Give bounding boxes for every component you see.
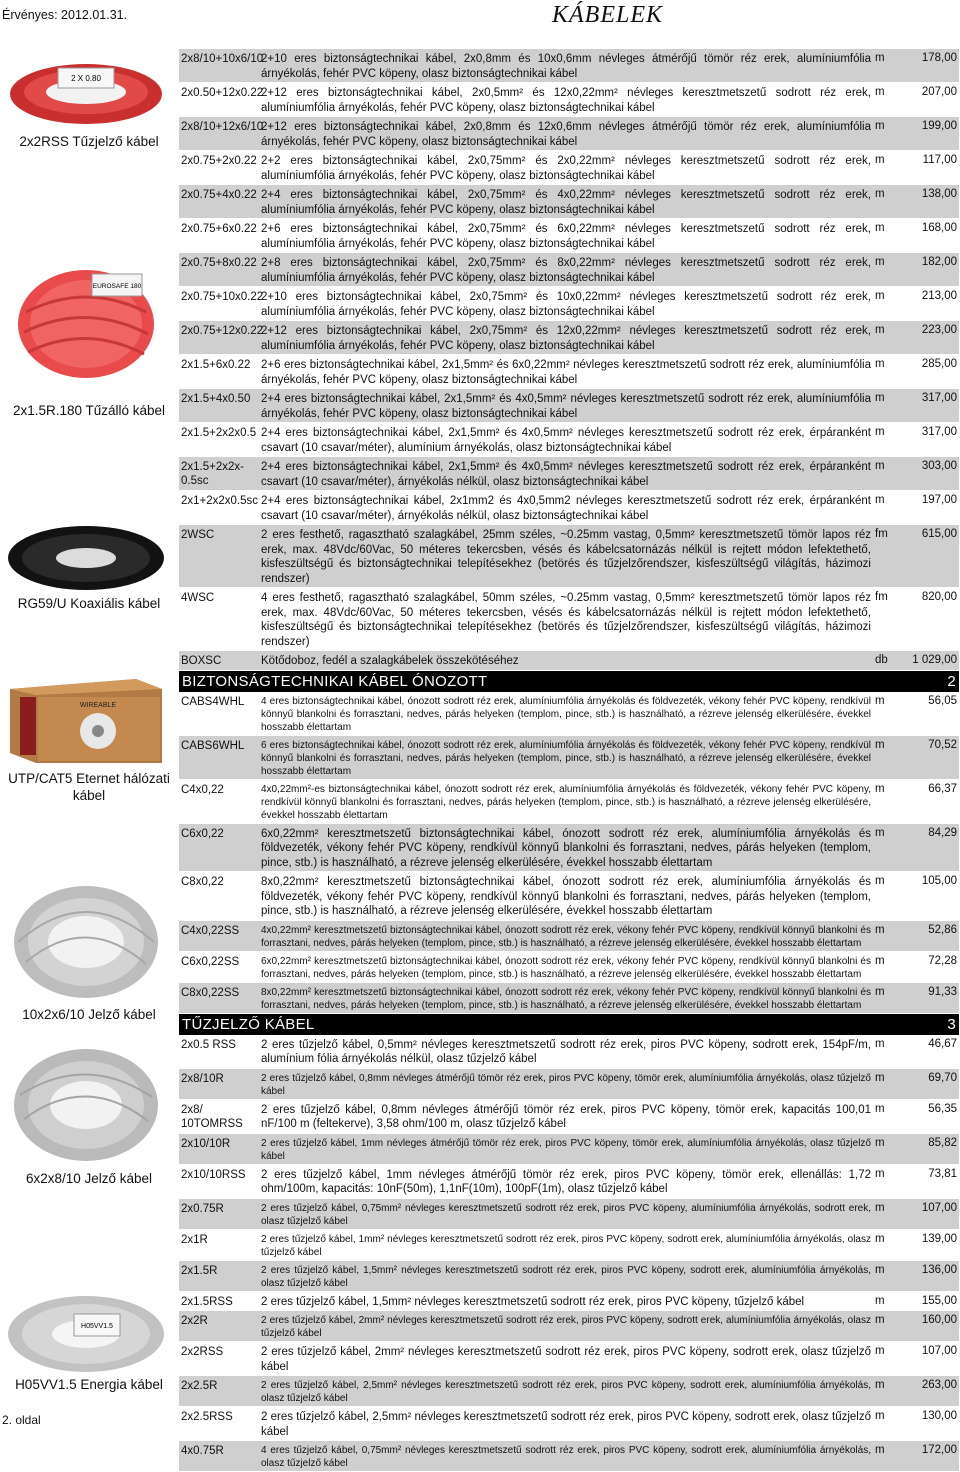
caption-2x1-5r-180: 2x1.5R.180 Tűzálló kábel (0, 402, 178, 419)
photo-2x1-5r-cable (6, 262, 166, 382)
unit: m (875, 389, 905, 404)
unit: m (875, 824, 905, 839)
table-row (179, 185, 959, 219)
photo-label: H05VV1.5 (81, 1323, 113, 1330)
price: 199,00 (905, 117, 959, 132)
price: 84,29 (905, 824, 959, 839)
product-description: 2 eres tűzjelző kábel, 2,5mm² névleges keresztmetszetű sodrott réz erek, piros PVC köpeny, sodrott erek, alumíniumfólia árnyékolás, olasz tűzjelző kábel (259, 1376, 875, 1406)
table-row (179, 1261, 959, 1292)
unit: m (875, 1292, 905, 1307)
price: 56,35 (905, 1100, 959, 1115)
unit: m (875, 1342, 905, 1357)
product-description: 4x0,22mm² keresztmetszetű biztonságtechnikai kábel, ónozott sodrott réz erek, vékony fehér PVC köpeny, rendkívül könnyű blankolni és forrasztani, nedves, párás helyeken (templom, pince, stb.) is használható, a rézreve jelenség elkerülésére, évekkel hosszabb élettartam (259, 921, 875, 951)
unit: m (875, 1230, 905, 1245)
price: 223,00 (905, 321, 959, 336)
product-description: 2+8 eres biztonságtechnikai kábel, 2x0,75mm² és 8x0,22mm² névleges keresztmetszetű sodrott réz erek, alumíniumfólia árnyékolás, fehér PVC köpeny, olasz biztonságtechnikai kábel (259, 253, 875, 286)
table-row (179, 1230, 959, 1261)
caption-utp-cat5: UTP/CAT5 Eternet hálózati kábel (0, 770, 178, 804)
price: 213,00 (905, 287, 959, 302)
caption-6x2x8: 6x2x8/10 Jelző kábel (0, 1170, 178, 1187)
price: 178,00 (905, 49, 959, 64)
product-code: 2x0.75R (179, 1199, 259, 1216)
price: 69,70 (905, 1069, 959, 1084)
product-code: 2x0.50+12x0.22 (179, 83, 259, 100)
price: 66,37 (905, 780, 959, 795)
table-row (179, 780, 959, 824)
product-code: 2x1.5+6x0.22 (179, 355, 259, 372)
unit: m (875, 1261, 905, 1276)
product-description: 4x0,22mm²-es biztonságtechnikai kábel, ónozott sodrott réz erek, alumíniumfólia árnyékolás és földvezeték, vékony fehér PVC köpeny, rendkívül könnyű blankolni és forrasztani, nedves, párás helyeken (templom, pince, stb.) is használható, a rézreve jelenség elkerülésére, évekkel hosszabb élettartam (259, 780, 875, 823)
product-code: 2x10/10RSS (179, 1165, 259, 1182)
table-row (179, 423, 959, 457)
product-code: 2x2.5RSS (179, 1407, 259, 1424)
product-code: 2x2RSS (179, 1342, 259, 1359)
price: 46,67 (905, 1035, 959, 1050)
table-row (179, 1311, 959, 1342)
unit: m (875, 1165, 905, 1180)
product-code: 2x0.75+10x0.22 (179, 287, 259, 304)
product-description: 2+12 eres biztonságtechnikai kábel, 2x0,5mm² és 12x0,22mm² névleges keresztmetszetű sodrott réz erek, alumíniumfólia árnyékolás, fehér PVC köpeny, olasz biztonságtechnikai kábel (259, 83, 875, 116)
page-number: 2. oldal (2, 1413, 41, 1427)
table-row (179, 253, 959, 287)
table-row (179, 287, 959, 321)
unit: m (875, 355, 905, 370)
section-header-tinned (179, 671, 959, 692)
product-code: 2x0.5 RSS (179, 1035, 259, 1052)
price: 317,00 (905, 423, 959, 438)
product-code: C4x0,22 (179, 780, 259, 797)
photo-10x2x6-signal-cable (6, 882, 166, 1002)
product-code: 2x8/10R (179, 1069, 259, 1086)
unit: m (875, 736, 905, 751)
product-code: 2x1R (179, 1230, 259, 1247)
product-code: C6x0,22SS (179, 952, 259, 969)
product-description: 6x0,22mm² keresztmetszetű biztonságtechnikai kábel, ónozott sodrott réz erek, vékony fehér PVC köpeny, rendkívül könnyű blankolni és forrasztani, nedves, párás helyeken (templom, pince, stb.) is használható, a rézreve jelenség elkerülésére, évekkel hosszabb élettartam (259, 952, 875, 982)
product-description: 2 eres tűzjelző kábel, 0,75mm² névleges keresztmetszetű sodrott réz erek, piros PVC köpeny, alumíniumfólia árnyékolás, sodrott erek, olasz tűzjelző kábel (259, 1199, 875, 1229)
product-description: 2+12 eres biztonságtechnikai kábel, 2x0,75mm² és 12x0,22mm² névleges keresztmetszetű sodrott réz erek, alumíniumfólia árnyékolás, fehér PVC köpeny, olasz biztonságtechnikai kábel (259, 321, 875, 354)
price: 160,00 (905, 1311, 959, 1326)
product-description: 2+4 eres biztonságtechnikai kábel, 2x0,75mm² és 4x0,22mm² névleges keresztmetszetű sodrott réz erek, alumíniumfólia árnyékolás, fehér PVC köpeny, olasz biztonságtechnikai kábel (259, 185, 875, 218)
price: 117,00 (905, 151, 959, 166)
price: 130,00 (905, 1407, 959, 1422)
price: 615,00 (905, 525, 959, 540)
unit: m (875, 321, 905, 336)
product-description: 2 eres tűzjelző kábel, 2mm² névleges keresztmetszetű sodrott réz erek, piros PVC köpeny, sodrott erek, alumíniumfólia árnyékolás, olasz tűzjelző kábel (259, 1311, 875, 1341)
page-title: KÁBELEK (552, 2, 663, 29)
unit: m (875, 1199, 905, 1214)
product-description: 6 eres biztonságtechnikai kábel, ónozott sodrott réz erek, alumíniumfólia árnyékolás és földvezeték, vékony fehér PVC köpeny, rendkívül könnyű blankolni és forrasztani, nedves, párás helyeken (templom, pince, stb.) is használható, a rézreve jelenség elkerülésére, évekkel hosszabb élettartam (259, 736, 875, 779)
table-row (179, 1292, 959, 1312)
photo-label: 2 X 0.80 (71, 74, 101, 83)
table-row (179, 983, 959, 1014)
price: 1 029,00 (905, 651, 959, 666)
validity-date: Érvényes: 2012.01.31. (2, 8, 127, 22)
photo-utp-cat5-box (6, 675, 166, 765)
unit: m (875, 457, 905, 472)
product-code: 2x8/ 10TOMRSS (179, 1100, 259, 1131)
product-code: 2x8/10+10x6/10 (179, 49, 259, 66)
unit: m (875, 49, 905, 64)
photo-2x2rss-cable (6, 56, 166, 126)
table-row (179, 921, 959, 952)
product-description: 2+10 eres biztonságtechnikai kábel, 2x0,8mm és 10x0,6mm névleges átmérőjű tömör réz erek, alumíniumfólia árnyékolás, fehér PVC köpeny, olasz biztonságtechnikai kábel (259, 49, 875, 82)
table-row (179, 1407, 959, 1441)
price: 317,00 (905, 389, 959, 404)
unit: m (875, 253, 905, 268)
product-code: 2x10/10R (179, 1134, 259, 1151)
product-description: 8x0,22mm² keresztmetszetű biztonságtechnikai kábel, ónozott sodrott réz erek, vékony fehér PVC köpeny, rendkívül könnyű blankolni és forrasztani, nedves, párás helyeken (templom, pince, stb.) is használható, a rézreve jelenség elkerülésére, évekkel hosszabb élettartam (259, 983, 875, 1013)
product-description: 2 eres tűzjelző kábel, 2,5mm² névleges keresztmetszetű sodrott réz erek, piros PVC köpeny, sodrott erek, olasz tűzjelző kábel (259, 1407, 875, 1440)
table-row (179, 872, 959, 921)
photo-label: EUROSAFE 180 (93, 283, 142, 290)
price: 105,00 (905, 872, 959, 887)
product-description: 2 eres tűzjelző kábel, 1mm névleges átmérőjű tömör réz erek, piros PVC köpeny, tömör erek, ellenállás: 1,72 ohm/100m, kapacitás: 10nF(50m), 1,1nF(10m), 100pF(1m), olasz tűzjelző kábel (259, 1165, 875, 1198)
unit: m (875, 1376, 905, 1391)
unit: m (875, 1441, 905, 1456)
unit: db (875, 651, 905, 666)
unit: m (875, 872, 905, 887)
price: 197,00 (905, 491, 959, 506)
price: 136,00 (905, 1261, 959, 1276)
price: 52,86 (905, 921, 959, 936)
unit: m (875, 952, 905, 967)
table-row (179, 117, 959, 151)
product-code: 2x1.5RSS (179, 1292, 259, 1309)
unit: m (875, 423, 905, 438)
unit: m (875, 692, 905, 707)
table-row (179, 1376, 959, 1407)
product-description: 2 eres tűzjelző kábel, 2mm² névleges keresztmetszetű sodrott réz erek, piros PVC köpeny, sodrott erek, olasz tűzjelző kábel (259, 1342, 875, 1375)
product-description: 2+10 eres biztonságtechnikai kábel, 2x0,75mm² és 10x0,22mm² névleges keresztmetszetű sodrott réz erek, alumíniumfólia árnyékolás, fehér PVC köpeny, olasz biztonságtechnikai kábel (259, 287, 875, 320)
photo-h05vv-energy-cable (6, 1292, 166, 1374)
price: 56,05 (905, 692, 959, 707)
price: 168,00 (905, 219, 959, 234)
product-code: C4x0,22SS (179, 921, 259, 938)
unit: m (875, 921, 905, 936)
table-row (179, 49, 959, 83)
price: 72,28 (905, 952, 959, 967)
product-description: 2+6 eres biztonságtechnikai kábel, 2x1,5mm² és 6x0,22mm² névleges keresztmetszetű sodrott réz erek, alumíniumfólia árnyékolás, fehér PVC köpeny, olasz biztonságtechnikai kábel (259, 355, 875, 388)
price: 182,00 (905, 253, 959, 268)
table-row (179, 1165, 959, 1199)
product-description: 4 eres tűzjelző kábel, 0,75mm² névleges keresztmetszetű sodrott réz erek, piros PVC köpeny, sodrott erek, alumíniumfólia árnyékolás, olasz tűzjelző kábel (259, 1441, 875, 1471)
table-row (179, 525, 959, 588)
product-description: 2+4 eres biztonságtechnikai kábel, 2x1,5mm² és 4x0,5mm² névleges keresztmetszetű sodrott réz erek, alumíniumfólia árnyékolás, fehér PVC köpeny, olasz biztonságtechnikai kábel (259, 389, 875, 422)
table-row (179, 824, 959, 873)
product-description: 4 eres biztonságtechnikai kábel, ónozott sodrott réz erek, alumíniumfólia árnyékolás és földvezeték, vékony fehér PVC köpeny, rendkívül könnyű blankolni és forrasztani, nedves, párás helyeken (templom, pince, stb.) is használható, a rézreve jelenség elkerülésére, évekkel hosszabb élettartam (259, 692, 875, 735)
unit: m (875, 780, 905, 795)
unit: m (875, 1311, 905, 1326)
price: 263,00 (905, 1376, 959, 1391)
table-row (179, 83, 959, 117)
product-code: 2x0.75+6x0.22 (179, 219, 259, 236)
product-code: 4WSC (179, 588, 259, 605)
caption-2x2rss: 2x2RSS Tűzjelző kábel (0, 133, 178, 150)
product-code: 2x1+2x2x0.5sc (179, 491, 259, 508)
unit: m (875, 83, 905, 98)
product-description: 8x0,22mm² keresztmetszetű biztonságtechnikai kábel, ónozott sodrott réz erek, alumíniumfólia árnyékolás és földvezeték, vékony fehér PVC köpeny, rendkívül könnyű blankolni és forrasztani, nedves, párás helyeken (templom, pince, stb.) is használható, a rézreve jelenség elkerülésére, évekkel hosszabb élettartam (259, 872, 875, 920)
table-row (179, 457, 959, 491)
photo-label: WIREABLE (80, 702, 117, 709)
table-row (179, 151, 959, 185)
table-row (179, 355, 959, 389)
product-code: BOXSC (179, 651, 259, 668)
product-description: 2+4 eres biztonságtechnikai kábel, 2x1mm2 és 4x0,5mm2 névleges keresztmetszetű sodrott réz erek, érpáranként csavart (10 csavar/méter), árnyékolás nélkül, olasz biztonságtechnikai kábel (259, 491, 875, 524)
product-code: 2x1.5+2x2x0.5 (179, 423, 259, 440)
photo-rg59-coax-cable (6, 522, 166, 592)
product-code: CABS6WHL (179, 736, 259, 753)
product-description: 2 eres festhető, ragasztható szalagkábel, 25mm széles, ~0.25mm vastag, 0,5mm² keresztmetszetű tömör lapos réz erek, max. 48Vdc/60Vac, 50 méteres tekercsben, vésés és kábelcsatornázás nélkül is rejtett módon lefektethető, kisfeszültségű és biztonságtechnikai telepítésekhez (betörés és tűzjelzőrendszer, kisfeszültségű világítás, házimozi rendszer) (259, 525, 875, 587)
price: 285,00 (905, 355, 959, 370)
table-row (179, 692, 959, 736)
price: 155,00 (905, 1292, 959, 1307)
unit: m (875, 1134, 905, 1149)
unit: fm (875, 525, 905, 540)
table-row (179, 321, 959, 355)
table-row (179, 1069, 959, 1100)
price: 73,81 (905, 1165, 959, 1180)
product-code: 2x2.5R (179, 1376, 259, 1393)
product-description: 2 eres tűzjelző kábel, 1mm névleges átmérőjű tömör réz erek, piros PVC köpeny, tömör erek, alumíniumfólia árnyékolás, olasz tűzjelző kábel (259, 1134, 875, 1164)
unit: m (875, 1069, 905, 1084)
unit: fm (875, 588, 905, 603)
tinned-cable-rows (179, 692, 959, 1014)
product-description: 2+6 eres biztonságtechnikai kábel, 2x0,75mm² és 6x0,22mm² névleges keresztmetszetű sodrott réz erek, alumíniumfólia árnyékolás, fehér PVC köpeny, olasz biztonságtechnikai kábel (259, 219, 875, 252)
price: 107,00 (905, 1342, 959, 1357)
table-row (179, 491, 959, 525)
product-description: 2 eres tűzjelző kábel, 1,5mm² névleges keresztmetszetű sodrott réz erek, piros PVC köpeny, sodrott erek, alumíniumfólia árnyékolás, olasz tűzjelző kábel (259, 1261, 875, 1291)
unit: m (875, 151, 905, 166)
product-code: 2x0.75+12x0.22 (179, 321, 259, 338)
price: 91,33 (905, 983, 959, 998)
product-code: 2x0.75+8x0.22 (179, 253, 259, 270)
price: 107,00 (905, 1199, 959, 1214)
table-row (179, 389, 959, 423)
unit: m (875, 983, 905, 998)
unit: m (875, 219, 905, 234)
unit: m (875, 1407, 905, 1422)
product-description: 2+4 eres biztonságtechnikai kábel, 2x1,5mm² és 4x0,5mm² névleges keresztmetszetű sodrott réz erek, érpáranként csavart (10 csavar/méter), alumínium árnyékolás, olasz biztonságtechnikai kábel (259, 423, 875, 456)
product-code: CABS4WHL (179, 692, 259, 709)
product-description: 2 eres tűzjelző kábel, 0,5mm² névleges keresztmetszetű sodrott réz erek, piros PVC köpeny, sodrott erek, 154pF/m, alumínium fólia árnyékolás nélkül, olasz tűzjelző kábel (259, 1035, 875, 1068)
table-row (179, 1342, 959, 1376)
unit: m (875, 491, 905, 506)
price: 303,00 (905, 457, 959, 472)
caption-h05vv: H05VV1.5 Energia kábel (0, 1376, 178, 1393)
table-row (179, 1441, 959, 1472)
price: 820,00 (905, 588, 959, 603)
section-number: 2 (947, 673, 956, 690)
product-code: 4x0.75R (179, 1441, 259, 1458)
section-header-fire-alarm (179, 1014, 959, 1035)
price: 138,00 (905, 185, 959, 200)
section-number: 3 (947, 1016, 956, 1033)
price: 139,00 (905, 1230, 959, 1245)
product-code: 2WSC (179, 525, 259, 542)
security-cable-rows (179, 49, 959, 671)
product-code: 2x0.75+2x0.22 (179, 151, 259, 168)
product-description: 4 eres festhető, ragasztható szalagkábel, 50mm széles, ~0.25mm vastag, 0,5mm² keresztmetszetű tömör lapos réz erek, max. 48Vdc/60Vac, 50 méteres tekercsben, vésés és kábelcsatornázás nélkül is rejtett módon lefektethető, kisfeszültségű és biztonságtechnikai telepítésekhez (betörés és tűzjelzőrendszer, kisfeszültségű világítás, házimozi rendszer) (259, 588, 875, 650)
product-code: C8x0,22 (179, 872, 259, 889)
table-row (179, 219, 959, 253)
unit: m (875, 185, 905, 200)
price: 85,82 (905, 1134, 959, 1149)
caption-10x2x6: 10x2x6/10 Jelző kábel (0, 1006, 178, 1023)
price: 207,00 (905, 83, 959, 98)
product-description: 2+12 eres biztonságtechnikai kábel, 2x0,8mm és 12x0,6mm névleges átmérőjű tömör réz erek, alumíniumfólia árnyékolás, fehér PVC köpeny, olasz biztonságtechnikai kábel (259, 117, 875, 150)
caption-rg59: RG59/U Koaxiális kábel (0, 595, 178, 612)
product-description: 2+2 eres biztonságtechnikai kábel, 2x0,75mm² és 2x0,22mm² névleges keresztmetszetű sodrott réz erek, alumíniumfólia árnyékolás, fehér PVC köpeny, olasz biztonságtechnikai kábel (259, 151, 875, 184)
fire-alarm-cable-rows (179, 1035, 959, 1472)
table-row (179, 651, 959, 671)
table-row (179, 952, 959, 983)
product-code: 2x0.75+4x0.22 (179, 185, 259, 202)
unit: m (875, 287, 905, 302)
unit: m (875, 1035, 905, 1050)
product-code: 2x1.5+2x2x-0.5sc (179, 457, 259, 488)
product-code: C8x0,22SS (179, 983, 259, 1000)
product-code: C6x0,22 (179, 824, 259, 841)
product-description: 6x0,22mm² keresztmetszetű biztonságtechnikai kábel, ónozott sodrott réz erek, alumíniumfólia árnyékolás és földvezeték, vékony fehér PVC köpeny, rendkívül könnyű blankolni és forrasztani, nedves, párás helyeken (templom, pince, stb.) is használható, a rézreve jelenség elkerülésére, évekkel hosszabb élettartam (259, 824, 875, 872)
product-description: 2 eres tűzjelző kábel, 0,8mm névleges átmérőjű tömör réz erek, piros PVC köpeny, tömör erek, kapacitás 100,01 nF/100 m (feltekerve), 3,58 ohm/100 m, olasz tűzjelző kábel (259, 1100, 875, 1133)
product-code: 2x1.5+4x0.50 (179, 389, 259, 406)
price: 70,52 (905, 736, 959, 751)
table-row (179, 1035, 959, 1069)
table-row (179, 1134, 959, 1165)
unit: m (875, 1100, 905, 1115)
product-code: 2x1.5R (179, 1261, 259, 1278)
product-description: 2+4 eres biztonságtechnikai kábel, 2x1,5mm² és 4x0,5mm² névleges keresztmetszetű sodrott réz erek, érpáranként csavart (10 csavar/méter), árnyékolás nélkül, olasz biztonságtechnikai kábel (259, 457, 875, 490)
table-row (179, 1199, 959, 1230)
price: 172,00 (905, 1441, 959, 1456)
product-description: 2 eres tűzjelző kábel, 1mm² névleges keresztmetszetű sodrott réz erek, piros PVC köpeny, sodrott erek, alumíniumfólia árnyékolás, olasz tűzjelző kábel (259, 1230, 875, 1260)
product-description: Kötődoboz, fedél a szalagkábelek összekötéséhez (259, 651, 875, 670)
product-code: 2x2R (179, 1311, 259, 1328)
table-row (179, 1100, 959, 1134)
unit: m (875, 117, 905, 132)
section-title: BIZTONSÁGTECHNIKAI KÁBEL ÓNOZOTT (182, 673, 487, 690)
product-code: 2x8/10+12x6/10 (179, 117, 259, 134)
photo-6x2x8-signal-cable (6, 1045, 166, 1165)
product-description: 2 eres tűzjelző kábel, 0,8mm névleges átmérőjű tömör réz erek, piros PVC köpeny, tömör erek, alumíniumfólia árnyékolás, olasz tűzjelző kábel (259, 1069, 875, 1099)
price-table (179, 49, 959, 1472)
table-row (179, 736, 959, 780)
product-description: 2 eres tűzjelző kábel, 1,5mm² névleges keresztmetszetű sodrott réz erek, piros PVC köpeny, tűzjelző kábel (259, 1292, 875, 1311)
table-row (179, 588, 959, 651)
section-title: TŰZJELZŐ KÁBEL (182, 1016, 315, 1033)
